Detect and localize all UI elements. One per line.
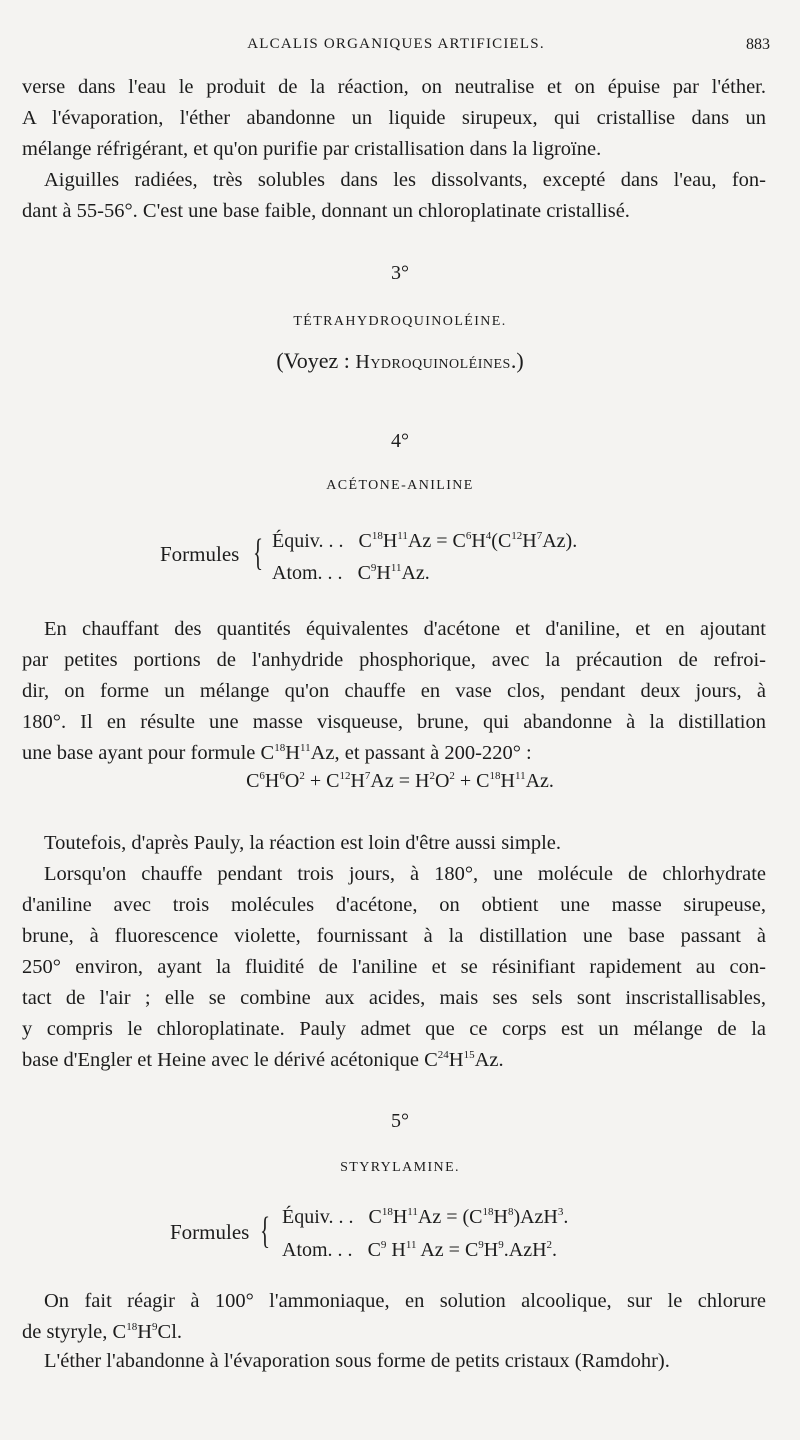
brace: { xyxy=(260,1210,271,1252)
section-title: TÉTRAHYDROQUINOLÉINE. xyxy=(293,314,507,329)
text-line: 180°. Il en résulte une masse visqueuse, brune, qui abandonne à la distillation xyxy=(22,711,766,733)
paragraph xyxy=(22,614,766,769)
formula-atom: Atom. . . $C^9H^{11}Az$. xyxy=(272,562,430,584)
text-line: y compris le chloroplatinate. Pauly admet que ce corps est un mélange de la xyxy=(22,1018,766,1040)
text-line: dir, on forme un mélange qu'on chauffe en vase clos, pendant deux jours, à xyxy=(22,680,766,702)
paragraph xyxy=(22,859,766,1076)
text-line: tact de l'air ; elle se combine aux acides, mais ses sels sont inscristallisables, xyxy=(22,987,766,1009)
intro-paragraph xyxy=(22,72,766,227)
equiv-label: Équiv. . . xyxy=(272,530,344,552)
section-number: 3° xyxy=(391,262,409,284)
section-title: STYRYLAMINE. xyxy=(340,1160,460,1175)
text-line: On fait réagir à 100° l'ammoniaque, en solution alcoolique, sur le chlorure xyxy=(44,1290,766,1312)
see-reference: Hydroquinoléines xyxy=(355,351,511,373)
text-line: une base ayant pour formule $C^{18}H^{11}Az$, et passant à 200-220° : xyxy=(22,742,532,764)
text-line: Aiguilles radiées, très solubles dans les dissolvants, excepté dans l'eau, fon- xyxy=(44,169,766,191)
section-title: ACÉTONE-ANILINE xyxy=(326,478,474,493)
formula-atom: Atom. . . $C^9$ $H^{11}$ $Az = C^9H^9.AzH^2$. xyxy=(282,1239,558,1261)
text-line: verse dans l'eau le produit de la réaction, on neutralise et on épuise par l'éther. xyxy=(22,76,766,98)
formula-equiv: Équiv. . . $C^{18}H^{11}Az = C^6H^4(C^{12}H^7Az)$. xyxy=(272,530,578,552)
brace: { xyxy=(253,532,264,574)
text-span: . xyxy=(498,1049,504,1071)
see-suffix: .) xyxy=(510,348,524,373)
text-span: base d'Engler et Heine avec le dérivé acétonique xyxy=(22,1049,425,1071)
chemical-equation: $C^6H^6O^2 + C^{12}H^7Az = H^2O^2 + C^{18}H^{11}Az$. xyxy=(246,770,554,792)
text-line: En chauffant des quantités équivalentes d'acétone et d'aniline, et en ajoutant xyxy=(44,618,766,640)
atom-label: Atom. . . xyxy=(272,562,343,584)
text-line: dant à 55-56°. C'est une base faible, donnant un chloroplatinate cristallisé. xyxy=(22,200,630,222)
cross-reference xyxy=(0,348,800,374)
paragraph xyxy=(22,828,766,859)
section-number: 4° xyxy=(391,430,409,452)
page-header xyxy=(22,36,770,62)
equiv-label: Équiv. . . xyxy=(282,1206,354,1228)
text-line: L'éther l'abandonne à l'évaporation sous forme de petits cristaux (Ramdohr). xyxy=(44,1350,670,1372)
formulas-label: Formules xyxy=(170,1220,250,1244)
text-line: base d'Engler et Heine avec le dérivé acétonique $C^{24}H^{15}Az$. xyxy=(22,1049,504,1071)
text-line: d'aniline avec trois molécules d'acétone, on obtient une masse sirupeuse, xyxy=(22,894,766,916)
atom-label: Atom. . . xyxy=(282,1239,353,1261)
text-span: une base ayant pour formule xyxy=(22,742,261,764)
text-span: . xyxy=(176,1321,183,1343)
text-line: A l'évaporation, l'éther abandonne un liquide sirupeux, qui cristallise dans un xyxy=(22,107,766,129)
paragraph xyxy=(22,1346,766,1377)
text-span: de styryle, xyxy=(22,1321,113,1343)
text-line: de styryle, $C^{18}H^9Cl$. xyxy=(22,1321,183,1343)
text-line: brune, à fluorescence violette, fournissant à la distillation une base passant à xyxy=(22,925,766,947)
text-line: 250° environ, ayant la fluidité de l'aniline et se résinifiant rapidement au con- xyxy=(22,956,766,978)
formula-equiv: Équiv. . . $C^{18}H^{11}Az = (C^{18}H^8)AzH^3$. xyxy=(282,1206,569,1228)
text-line: par petites portions de l'anhydride phosphorique, avec la précaution de refroi- xyxy=(22,649,766,671)
section-number: 5° xyxy=(391,1110,409,1132)
text-line: mélange réfrigérant, et qu'on purifie par cristallisation dans la ligroïne. xyxy=(22,138,602,160)
paragraph xyxy=(22,1286,766,1348)
text-line: Lorsqu'on chauffe pendant trois jours, à 180°, une molécule de chlorhydrate xyxy=(44,863,766,885)
formulas-label: Formules xyxy=(160,542,240,566)
text-line: Toutefois, d'après Pauly, la réaction est loin d'être aussi simple. xyxy=(44,832,561,854)
text-span: , et passant à 200-220° : xyxy=(334,742,532,764)
running-title: ALCALIS ORGANIQUES ARTIFICIELS. xyxy=(247,36,545,52)
see-prefix: (Voyez : xyxy=(276,348,356,373)
page-number: 883 xyxy=(746,36,770,53)
